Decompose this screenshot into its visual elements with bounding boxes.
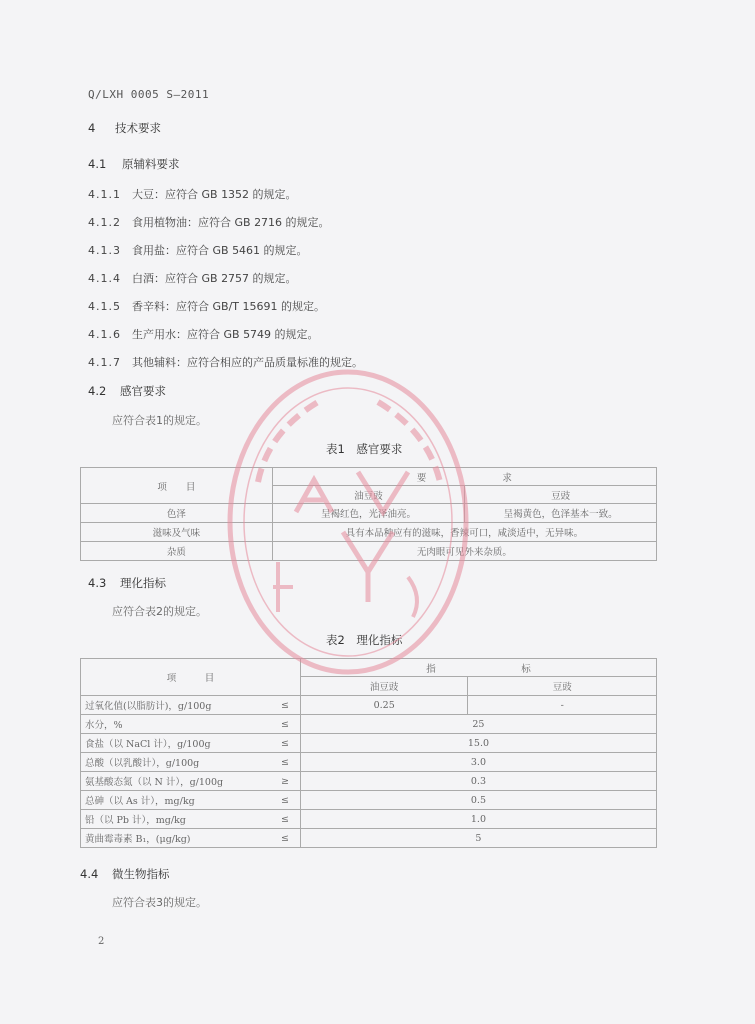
section-4-heading: [88, 120, 161, 136]
table-cell: 过氧化值(以脂肪计)，g/100g: [81, 696, 270, 715]
table-row: [81, 715, 657, 734]
table1-caption: 表1 感官要求: [326, 442, 403, 456]
table-cell: 3.0: [300, 753, 656, 772]
table1-sensory: [80, 467, 657, 561]
table-cell-symbol: ≤: [270, 810, 300, 829]
table-cell-symbol: ≤: [270, 829, 300, 848]
clause-4-1-3: [88, 242, 308, 258]
clause-text: 其他辅料：应符合相应的产品质量标准的规定。: [132, 356, 363, 369]
table-cell: 杂质: [81, 542, 273, 561]
table-cell: 无肉眼可见外来杂质。: [272, 542, 656, 561]
section-title: 理化指标: [119, 576, 166, 590]
clause-4-1-7: [88, 354, 363, 370]
clause-number: 4.1.5: [88, 300, 121, 313]
table-cell-symbol: ≤: [270, 753, 300, 772]
clause-number: 4.1.6: [88, 328, 121, 341]
table-cell: 黄曲霉毒素 B₁，(μg/kg): [81, 829, 270, 848]
table-row: [81, 829, 657, 848]
section-number: 4.3: [88, 576, 107, 590]
clause-number: 4.1.3: [88, 244, 121, 257]
table2-header-indicator: 指 标: [300, 659, 656, 677]
table1-header-item: 项 目: [81, 468, 273, 504]
table-cell: 5: [300, 829, 656, 848]
table2-subheader: 油豆豉: [300, 677, 468, 696]
section-4-2-body: 应符合表1的规定。: [112, 414, 207, 427]
table-row: [81, 753, 657, 772]
clause-number: 4.1.4: [88, 272, 121, 285]
table-cell: 铅（以 Pb 计），mg/kg: [81, 810, 270, 829]
table-cell: 总酸（以乳酸计），g/100g: [81, 753, 270, 772]
table-cell-symbol: ≤: [270, 696, 300, 715]
clause-text: 大豆：应符合 GB 1352 的规定。: [132, 188, 297, 201]
section-4-3-body: 应符合表2的规定。: [112, 605, 207, 618]
table2-subheader: 豆豉: [468, 677, 657, 696]
table-row: [81, 504, 657, 523]
table-row: [81, 772, 657, 791]
table-cell: 呈褐红色，光泽油亮。: [272, 504, 465, 523]
table-row: [81, 734, 657, 753]
table-row: [81, 542, 657, 561]
table-cell: -: [468, 696, 657, 715]
section-4-2-heading: [88, 383, 166, 399]
table-row: [81, 810, 657, 829]
clause-4-1-5: [88, 298, 325, 314]
section-number: 4: [88, 121, 96, 135]
page-number: 2: [98, 936, 105, 947]
table1-subheader: 豆豉: [465, 486, 657, 504]
table2-header-item: 项 目: [81, 659, 301, 696]
table-cell-symbol: ≤: [270, 715, 300, 734]
table-cell: 总砷（以 As 计），mg/kg: [81, 791, 270, 810]
table-cell: 25: [300, 715, 656, 734]
clause-4-1-1: [88, 186, 297, 202]
table-cell: 0.5: [300, 791, 656, 810]
table-cell: 食盐（以 NaCl 计），g/100g: [81, 734, 270, 753]
clause-4-1-2: [88, 214, 330, 230]
table1-subheader: 油豆豉: [272, 486, 465, 504]
clause-number: 4.1.1: [88, 188, 121, 201]
table-cell: 水分，%: [81, 715, 270, 734]
section-number: 4.1: [88, 157, 107, 171]
section-4-1-heading: [88, 156, 179, 172]
section-4-3-heading: [88, 575, 166, 591]
table-cell: 具有本品种应有的滋味，香辣可口，咸淡适中，无异味。: [272, 523, 656, 542]
table2-caption: 表2 理化指标: [326, 633, 403, 647]
table-cell: 0.25: [300, 696, 468, 715]
table-cell: 滋味及气味: [81, 523, 273, 542]
table2-physicochemical: [80, 658, 657, 848]
table-cell: 1.0: [300, 810, 656, 829]
table-cell: 氨基酸态氮（以 N 计），g/100g: [81, 772, 270, 791]
table-cell-symbol: ≤: [270, 734, 300, 753]
table1-header-requirement: 要 求: [272, 468, 656, 486]
section-title: 原辅料要求: [121, 157, 180, 171]
table-cell: 15.0: [300, 734, 656, 753]
section-number: 4.2: [88, 384, 107, 398]
clause-text: 食用植物油：应符合 GB 2716 的规定。: [132, 216, 330, 229]
seal-glyph: [273, 562, 293, 612]
section-4-4-body: 应符合表3的规定。: [112, 896, 207, 909]
table-row: [81, 696, 657, 715]
table-cell-symbol: ≤: [270, 791, 300, 810]
table-row: [81, 791, 657, 810]
clause-number: 4.1.2: [88, 216, 121, 229]
section-title: 微生物指标: [111, 867, 170, 881]
clause-text: 香辛料：应符合 GB/T 15691 的规定。: [132, 300, 325, 313]
table-cell: 0.3: [300, 772, 656, 791]
seal-glyph: [408, 577, 417, 617]
clause-text: 白酒：应符合 GB 2757 的规定。: [132, 272, 297, 285]
clause-text: 食用盐：应符合 GB 5461 的规定。: [132, 244, 308, 257]
clause-number: 4.1.7: [88, 356, 121, 369]
table-row: [81, 523, 657, 542]
table-cell: 色泽: [81, 504, 273, 523]
table-cell-symbol: ≥: [270, 772, 300, 791]
section-number: 4.4: [80, 867, 99, 881]
standard-code: Q/LXH 0005 S—2011: [88, 88, 210, 101]
section-4-4-heading: [80, 866, 169, 882]
clause-4-1-6: [88, 326, 319, 342]
clause-4-1-4: [88, 270, 297, 286]
table-cell: 呈褐黄色，色泽基本一致。: [465, 504, 657, 523]
section-title: 技术要求: [114, 121, 161, 135]
section-title: 感官要求: [119, 384, 166, 398]
clause-text: 生产用水：应符合 GB 5749 的规定。: [132, 328, 319, 341]
